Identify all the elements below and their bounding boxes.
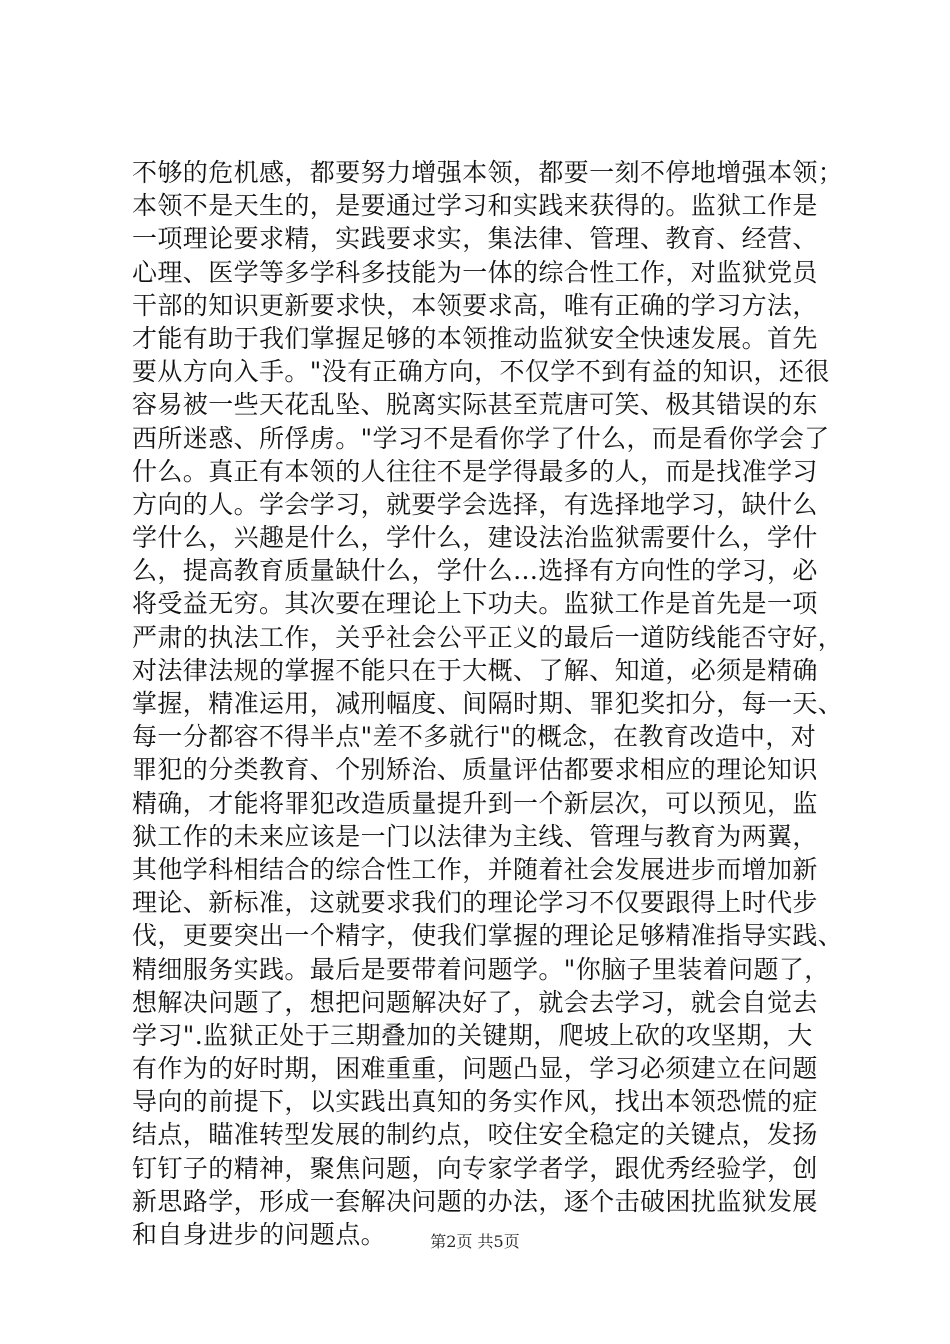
text-line: 干部的知识更新要求快，本领要求高，唯有正确的学习方法， (132, 290, 818, 320)
text-line: 才能有助于我们掌握足够的本领推动监狱安全快速发展。首先 (132, 323, 818, 353)
text-line: 每一分都容不得半点"差不多就行"的概念，在教育改造中，对 (132, 722, 817, 752)
text-line: 什么。真正有本领的人往往不是学得最多的人，而是找准学习 (132, 456, 818, 486)
text-line: 本领不是天生的，是要通过学习和实践来获得的。监狱工作是 (132, 191, 818, 221)
text-line: 钉钉子的精神，聚焦问题，向专家学者学，跟优秀经验学，创 (132, 1153, 818, 1183)
text-line: 一项理论要求精，实践要求实，集法律、管理、教育、经营、 (132, 224, 818, 254)
text-line: 方向的人。学会学习，就要学会选择，有选择地学习，缺什么 (132, 489, 818, 519)
text-line: 导向的前提下，以实践出真知的务实作风，找出本领恐慌的症 (132, 1087, 818, 1117)
text-line: 想解决问题了，想把问题解决好了，就会去学习，就会自觉去 (132, 987, 818, 1017)
text-line: 西所迷惑、所俘虏。"学习不是看你学了什么，而是看你学会了 (132, 423, 830, 453)
text-line: 结点，瞄准转型发展的制约点，咬住安全稳定的关键点，发扬 (132, 1120, 818, 1150)
text-line: 新思路学，形成一套解决问题的办法，逐个击破困扰监狱发展 (132, 1186, 818, 1216)
text-line: 狱工作的未来应该是一门以法律为主线、管理与教育为两翼， (132, 821, 818, 851)
text-line: 精确，才能将罪犯改造质量提升到一个新层次，可以预见，监 (132, 788, 818, 818)
text-line: 伐，更要突出一个精字，使我们掌握的理论足够精准指导实践、 (132, 921, 844, 951)
text-line: 容易被一些天花乱坠、脱离实际甚至荒唐可笑、极其错误的东 (132, 390, 818, 420)
text-line: 将受益无穷。其次要在理论上下功夫。监狱工作是首先是一项 (132, 589, 818, 619)
text-line: 学习".监狱正处于三期叠加的关键期，爬坡上砍的攻坚期，大 (132, 1020, 813, 1050)
page-number: 第2页 共5页 (430, 1232, 520, 1251)
text-line: 心理、医学等多学科多技能为一体的综合性工作，对监狱党员 (132, 257, 818, 287)
text-line: 和自身进步的问题点。 (132, 1220, 387, 1249)
text-line: 理论、新标准，这就要求我们的理论学习不仅要跟得上时代步 (132, 888, 818, 918)
text-line: 要从方向入手。"没有正确方向，不仅学不到有益的知识，还很 (132, 357, 830, 387)
text-line: 罪犯的分类教育、个别矫治、质量评估都要求相应的理论知识 (132, 755, 818, 785)
text-line: 精细服务实践。最后是要带着问题学。"你脑子里装着问题了， (132, 954, 830, 984)
text-line: 学什么，兴趣是什么，学什么，建设法治监狱需要什么，学什 (132, 523, 818, 553)
text-line: 其他学科相结合的综合性工作，并随着社会发展进步而增加新 (132, 854, 818, 884)
text-line: 有作为的好时期，困难重重，问题凸显，学习必须建立在问题 (132, 1054, 818, 1084)
text-line: 掌握，精准运用，减刑幅度、间隔时期、罪犯奖扣分，每一天、 (132, 689, 844, 718)
text-line: 对法律法规的掌握不能只在于大概、了解、知道，必须是精确 (132, 655, 818, 685)
text-line: 严肃的执法工作，关乎社会公平正义的最后一道防线能否守好， (132, 622, 844, 652)
document-body (132, 156, 844, 1251)
text-line: 不够的危机感，都要努力增强本领，都要一刻不停地增强本领； (132, 158, 844, 187)
text-line: 么，提高教育质量缺什么，学什么…选择有方向性的学习，必 (132, 556, 818, 586)
